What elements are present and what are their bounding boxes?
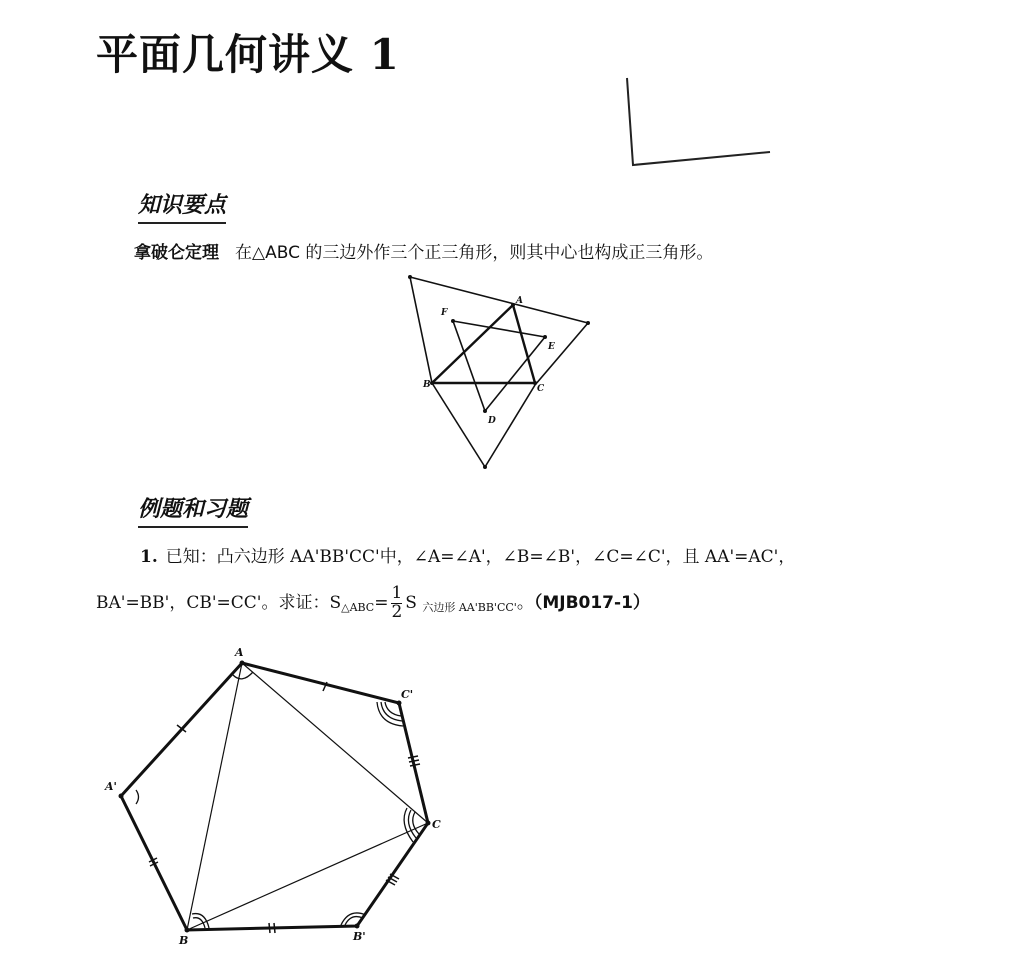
area-symbol: S — [405, 592, 417, 613]
napoleon-figure — [395, 265, 615, 480]
equals-sign: = — [374, 592, 389, 613]
section-underline — [138, 526, 248, 528]
triangle-def-side — [453, 321, 545, 337]
triangle-def-side — [453, 321, 485, 411]
fraction-one-half — [391, 585, 402, 622]
tick-mark — [274, 923, 275, 933]
point-marker — [511, 303, 515, 307]
section-underline — [138, 222, 226, 224]
vertex-label-c-prime: C' — [401, 688, 414, 701]
vertex-marker — [185, 928, 190, 933]
triangle-def-side — [485, 337, 545, 411]
hexagon-outline — [121, 663, 428, 930]
angle-arc-a-prime — [136, 790, 139, 804]
theorem-name: 拿破仑定理 — [134, 243, 219, 263]
corner-mark — [615, 70, 785, 180]
angle-arc-a — [233, 672, 253, 679]
subscript-triangle: △ABC — [341, 600, 375, 614]
point-marker — [451, 319, 455, 323]
fraction-numerator: 1 — [391, 583, 403, 603]
vertex-marker — [119, 794, 124, 799]
section-heading-knowledge — [138, 188, 226, 219]
problem-1-text-2: BA'=BB'，CB'=CC'。求证：S — [96, 592, 342, 613]
triangle-abc-side — [187, 663, 242, 930]
vertex-marker — [397, 701, 402, 706]
period: 。 — [516, 592, 534, 613]
label-e: E — [548, 342, 555, 352]
vertex-marker — [426, 821, 431, 826]
tick-mark — [410, 764, 420, 766]
page-title: 平面几何讲义 1 — [96, 30, 400, 79]
vertex-label-b-prime: B' — [353, 930, 366, 943]
angle-arc-c — [408, 810, 416, 838]
point-marker — [483, 465, 487, 469]
vertex-marker — [355, 924, 360, 929]
point-marker — [483, 409, 487, 413]
tick-mark — [409, 760, 419, 762]
vertex-label-a-prime: A' — [105, 780, 117, 793]
point-marker — [543, 335, 547, 339]
outer-line — [410, 277, 588, 323]
point-marker — [586, 321, 590, 325]
label-c: C — [537, 384, 545, 394]
outer-line — [410, 277, 432, 383]
label-f: F — [441, 308, 448, 318]
vertex-marker — [240, 661, 245, 666]
tick-mark — [408, 756, 418, 758]
tick-mark — [269, 923, 270, 933]
theorem-statement — [134, 238, 713, 263]
label-d: D — [488, 416, 496, 426]
theorem-text: 在△ABC 的三边外作三个正三角形，则其中心也构成正三角形。 — [235, 243, 714, 263]
fraction-denominator: 2 — [391, 601, 403, 622]
section-heading-examples — [138, 492, 248, 523]
vertex-label-a: A — [235, 646, 244, 659]
label-a: A — [516, 296, 523, 306]
problem-number: 1. — [140, 547, 158, 567]
vertex-label-c: C — [432, 818, 441, 831]
problem-1-line-1 — [140, 542, 795, 567]
hexagon-figure — [95, 640, 455, 950]
angle-arc-b — [192, 914, 209, 928]
angle-arc-c — [413, 812, 419, 834]
vertex-label-b: B — [179, 934, 189, 947]
label-b: B — [423, 380, 431, 390]
problem-reference: （MJB017-1） — [533, 592, 650, 613]
outer-line — [535, 323, 588, 385]
point-marker — [408, 275, 412, 279]
subscript-hexagon: 六边形 AA'BB'CC' — [422, 600, 517, 614]
outer-line — [432, 383, 485, 467]
problem-1-line-2 — [96, 585, 650, 622]
outer-line — [485, 385, 535, 467]
problem-1-text: 已知：凸六边形 AA'BB'CC'中，∠A=∠A'，∠B=∠B'，∠C=∠C'，且 AA'=AC'， — [165, 547, 796, 567]
section-heading-examples-text: 例题和习题 — [138, 496, 249, 522]
section-heading-knowledge-text: 知识要点 — [138, 192, 227, 218]
